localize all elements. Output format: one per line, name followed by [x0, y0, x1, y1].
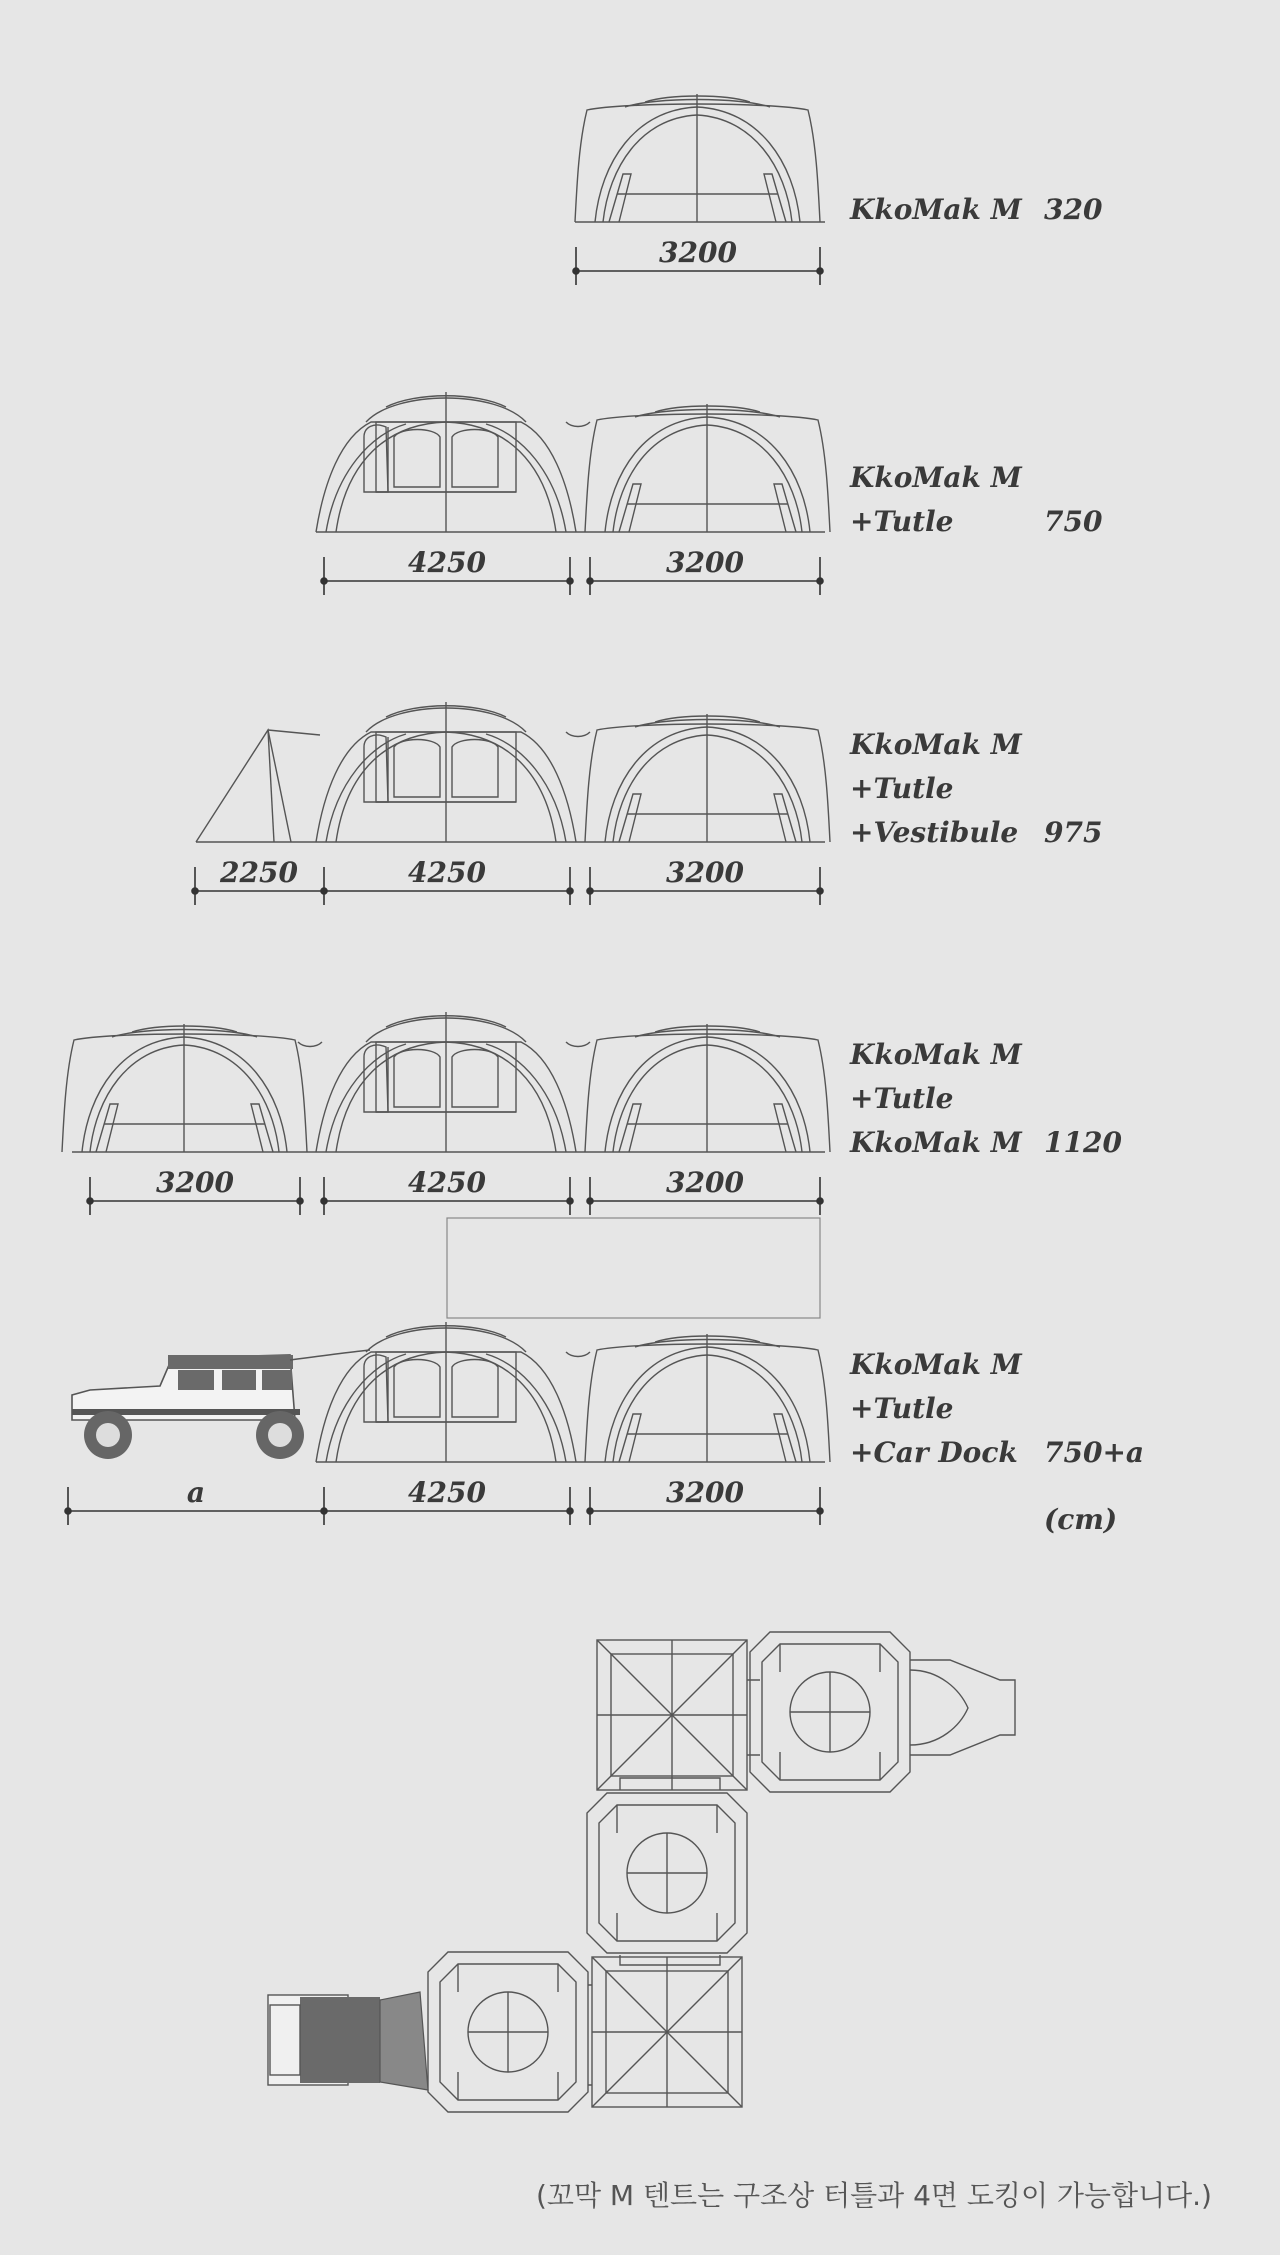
row-5-label-line-2: +Tutle — [850, 1392, 954, 1425]
plan-tutle-bottom — [428, 1952, 588, 2112]
plan-tutle-middle — [587, 1793, 747, 1953]
row-5-total: 750+a — [1044, 1436, 1145, 1469]
plan-tutle-top — [750, 1632, 910, 1792]
row-2-total: 750 — [1044, 505, 1103, 538]
car-top-drawing — [268, 1992, 428, 2090]
row-5-dim-3: 3200 — [666, 1476, 744, 1509]
row-4-total: 1120 — [1044, 1126, 1122, 1159]
row-3-dim-3: 3200 — [666, 856, 744, 889]
row-5-dim-2: 4250 — [408, 1476, 486, 1509]
row-5-drawing — [72, 1322, 830, 1462]
row-4-dim-2: 4250 — [408, 1166, 486, 1199]
row-3-label-line-1: KkoMak M — [850, 728, 1022, 761]
row-2-dimension — [321, 557, 823, 595]
row-3-total: 975 — [1044, 816, 1103, 849]
row-5-label-line-1: KkoMak M — [850, 1348, 1022, 1381]
plan-kkomak-top — [597, 1640, 747, 1790]
docking-guide — [447, 1218, 820, 1318]
row-1-total: 320 — [1044, 193, 1103, 226]
row-1-dim-1: 3200 — [659, 236, 737, 269]
row-4-drawing — [62, 1012, 830, 1152]
row-4-label-line-2: +Tutle — [850, 1082, 954, 1115]
plan-kkomak-bottom — [592, 1957, 742, 2107]
row-2-dim-1: 4250 — [408, 546, 486, 579]
row-2-label-line-1: KkoMak M — [850, 461, 1022, 494]
row-3-label-line-2: +Tutle — [850, 772, 954, 805]
row-4-dim-1: 3200 — [156, 1166, 234, 1199]
row-3-drawing — [196, 702, 830, 842]
top-view-plan — [268, 1632, 1015, 2112]
plan-vestibule — [910, 1660, 1015, 1755]
footnote: (꼬막 M 텐트는 구조상 터틀과 4면 도킹이 가능합니다.) — [536, 2179, 1212, 2212]
row-4-label-line-1: KkoMak M — [850, 1038, 1022, 1071]
row-1-label-line-1: KkoMak M — [850, 193, 1022, 226]
row-2-dim-2: 3200 — [666, 546, 744, 579]
unit-label: (cm) — [1044, 1503, 1118, 1536]
row-3-dim-2: 4250 — [408, 856, 486, 889]
row-5-dim-1: a — [186, 1476, 206, 1509]
row-1-drawing — [575, 94, 825, 222]
car-side-drawing — [72, 1350, 370, 1459]
row-2-label-line-2: +Tutle — [850, 505, 954, 538]
row-4-dim-3: 3200 — [666, 1166, 744, 1199]
row-5-label-line-3: +Car Dock — [850, 1436, 1018, 1469]
row-3-label-line-3: +Vestibule — [850, 816, 1019, 849]
row-2-drawing — [316, 392, 830, 532]
row-3-dim-1: 2250 — [220, 856, 298, 889]
row-4-label-line-3: KkoMak M — [850, 1126, 1022, 1159]
